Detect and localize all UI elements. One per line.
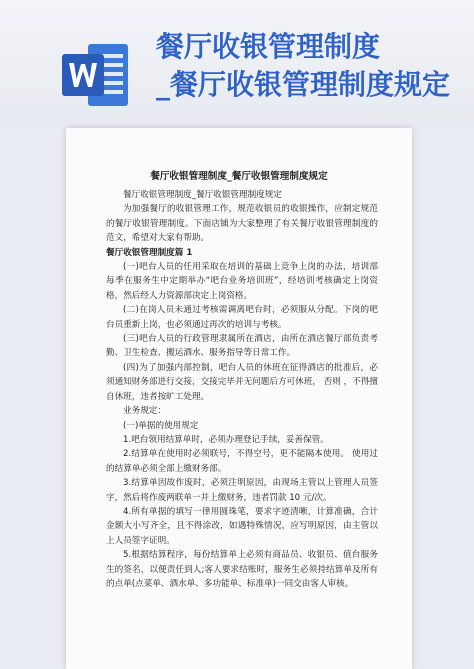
paragraph: 4.所有单据的填写一律用圆珠笔，要求字迹清晰，计算准确，合计金额大小写齐全，且不得涂改，如遇特殊情况，应写明原因，由主管以上人员签字证明。 bbox=[106, 506, 378, 546]
document-title: 餐厅收银管理制度_餐厅收银管理制度规定 bbox=[150, 171, 328, 182]
paragraph: 3.结算单因故作废时，必须注明原因，由现场主管以上管理人员签字，然后将作废两联单一并上缴财务，违者罚款 10 元/次。 bbox=[106, 478, 378, 503]
section-heading: 餐厅收银管理制度篇 1 bbox=[106, 247, 193, 258]
banner-title-line1: 餐厅收银管理制度 bbox=[156, 30, 381, 63]
paragraph: (二)在岗人员未通过考核需调离吧台时，必须服从分配。下岗的吧台员重新上岗，也必须通过再次的培训与考核。 bbox=[106, 305, 378, 330]
paragraph: 2.结算单在使用时必须联号，不得空号，更不能隔本使用。 使用过的结算单必须全部上缴财务部。 bbox=[106, 449, 378, 474]
banner-title bbox=[156, 28, 474, 104]
document-page bbox=[66, 128, 412, 669]
paragraph: (三)吧台人员的行政管理隶属所在酒店，由所在酒店餐厅部负责考勤、卫生检查、搬运酒水、服务指导等日常工作。 bbox=[106, 334, 378, 359]
paragraph: 餐厅收银管理制度_餐厅收银管理制度规定 bbox=[123, 190, 282, 200]
document-body bbox=[106, 188, 378, 591]
word-document-icon bbox=[62, 40, 130, 110]
paragraph: (一)单据的使用规定 bbox=[123, 420, 199, 431]
paragraph: 1.吧台领用结算单时，必须办理登记手续，妥善保管。 bbox=[123, 434, 329, 445]
paragraph: 5.根据结算程序，每份结算单上必须有商品员、收银员、值台服务生的签名，以便责任到人;客人要求结账时，服务生必须持结算单及所有的点单(点菜单、酒水单、多功能单、标准单)一同交由客人审核。 bbox=[106, 550, 378, 589]
paragraph: 为加强餐厅的收银管理工作，规范收银员的收银操作，应制定规范的餐厅收银管理制度。下面店铺为大家整理了有关餐厅收银管理制度的范文，希望对大家有帮助。 bbox=[106, 204, 378, 244]
paragraph: (一)吧台人员的任用采取在培训的基础上竞争上岗的办法，培训部每季在服务生中定期举办“吧台业务培训班”，经培训考核确定上岗资格，然后经人力资源部决定上岗资格。 bbox=[106, 262, 378, 301]
banner-title-line2: _餐厅收银管理制度规定 bbox=[156, 68, 451, 101]
paragraph: (四)为了加强内部控制，吧台人员的休班在征得酒店的批准后，必须通知财务部进行交接，交接完毕并无问题后方可休班， 否则 ，不得擅自休班，违者按旷工处理。 bbox=[106, 362, 378, 402]
header-banner bbox=[0, 0, 474, 125]
paragraph: 业务规定： bbox=[123, 406, 166, 417]
